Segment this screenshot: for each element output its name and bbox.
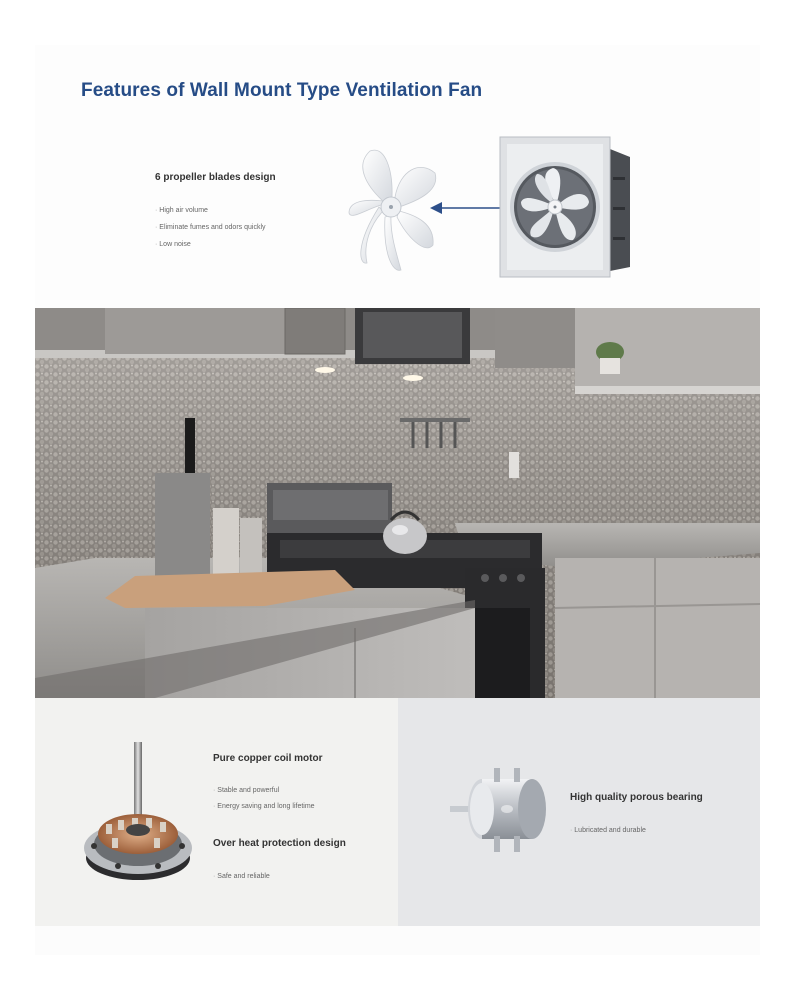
bearing-heading: High quality porous bearing	[570, 792, 703, 803]
bearing-motor-photo	[450, 762, 560, 862]
copper-motor-photo	[78, 738, 198, 888]
bullet-item: · Lubricated and durable	[570, 822, 646, 839]
fan-blade-illustration	[345, 145, 440, 275]
bearing-bullet-list	[570, 822, 646, 839]
bullet-item: · High air volume	[155, 202, 266, 219]
overheat-bullet-list	[213, 868, 270, 885]
page-title: Features of Wall Mount Type Ventilation Fan	[81, 80, 483, 101]
kitchen-photo	[35, 308, 760, 698]
motor-heading: Pure copper coil motor	[213, 753, 323, 764]
ventilation-fan-unit	[495, 132, 635, 287]
bullet-item: · Safe and reliable	[213, 868, 270, 885]
bullet-item: · Stable and powerful	[213, 783, 315, 799]
bullet-item: · Eliminate fumes and odors quickly	[155, 219, 266, 236]
bullet-item: · Energy saving and long lifetime	[213, 799, 315, 815]
blades-bullet-list	[155, 202, 266, 253]
blades-heading: 6 propeller blades design	[155, 172, 276, 183]
motor-bullet-list	[213, 783, 315, 815]
overheat-heading: Over heat protection design	[213, 838, 346, 849]
bullet-item: · Low noise	[155, 236, 266, 253]
